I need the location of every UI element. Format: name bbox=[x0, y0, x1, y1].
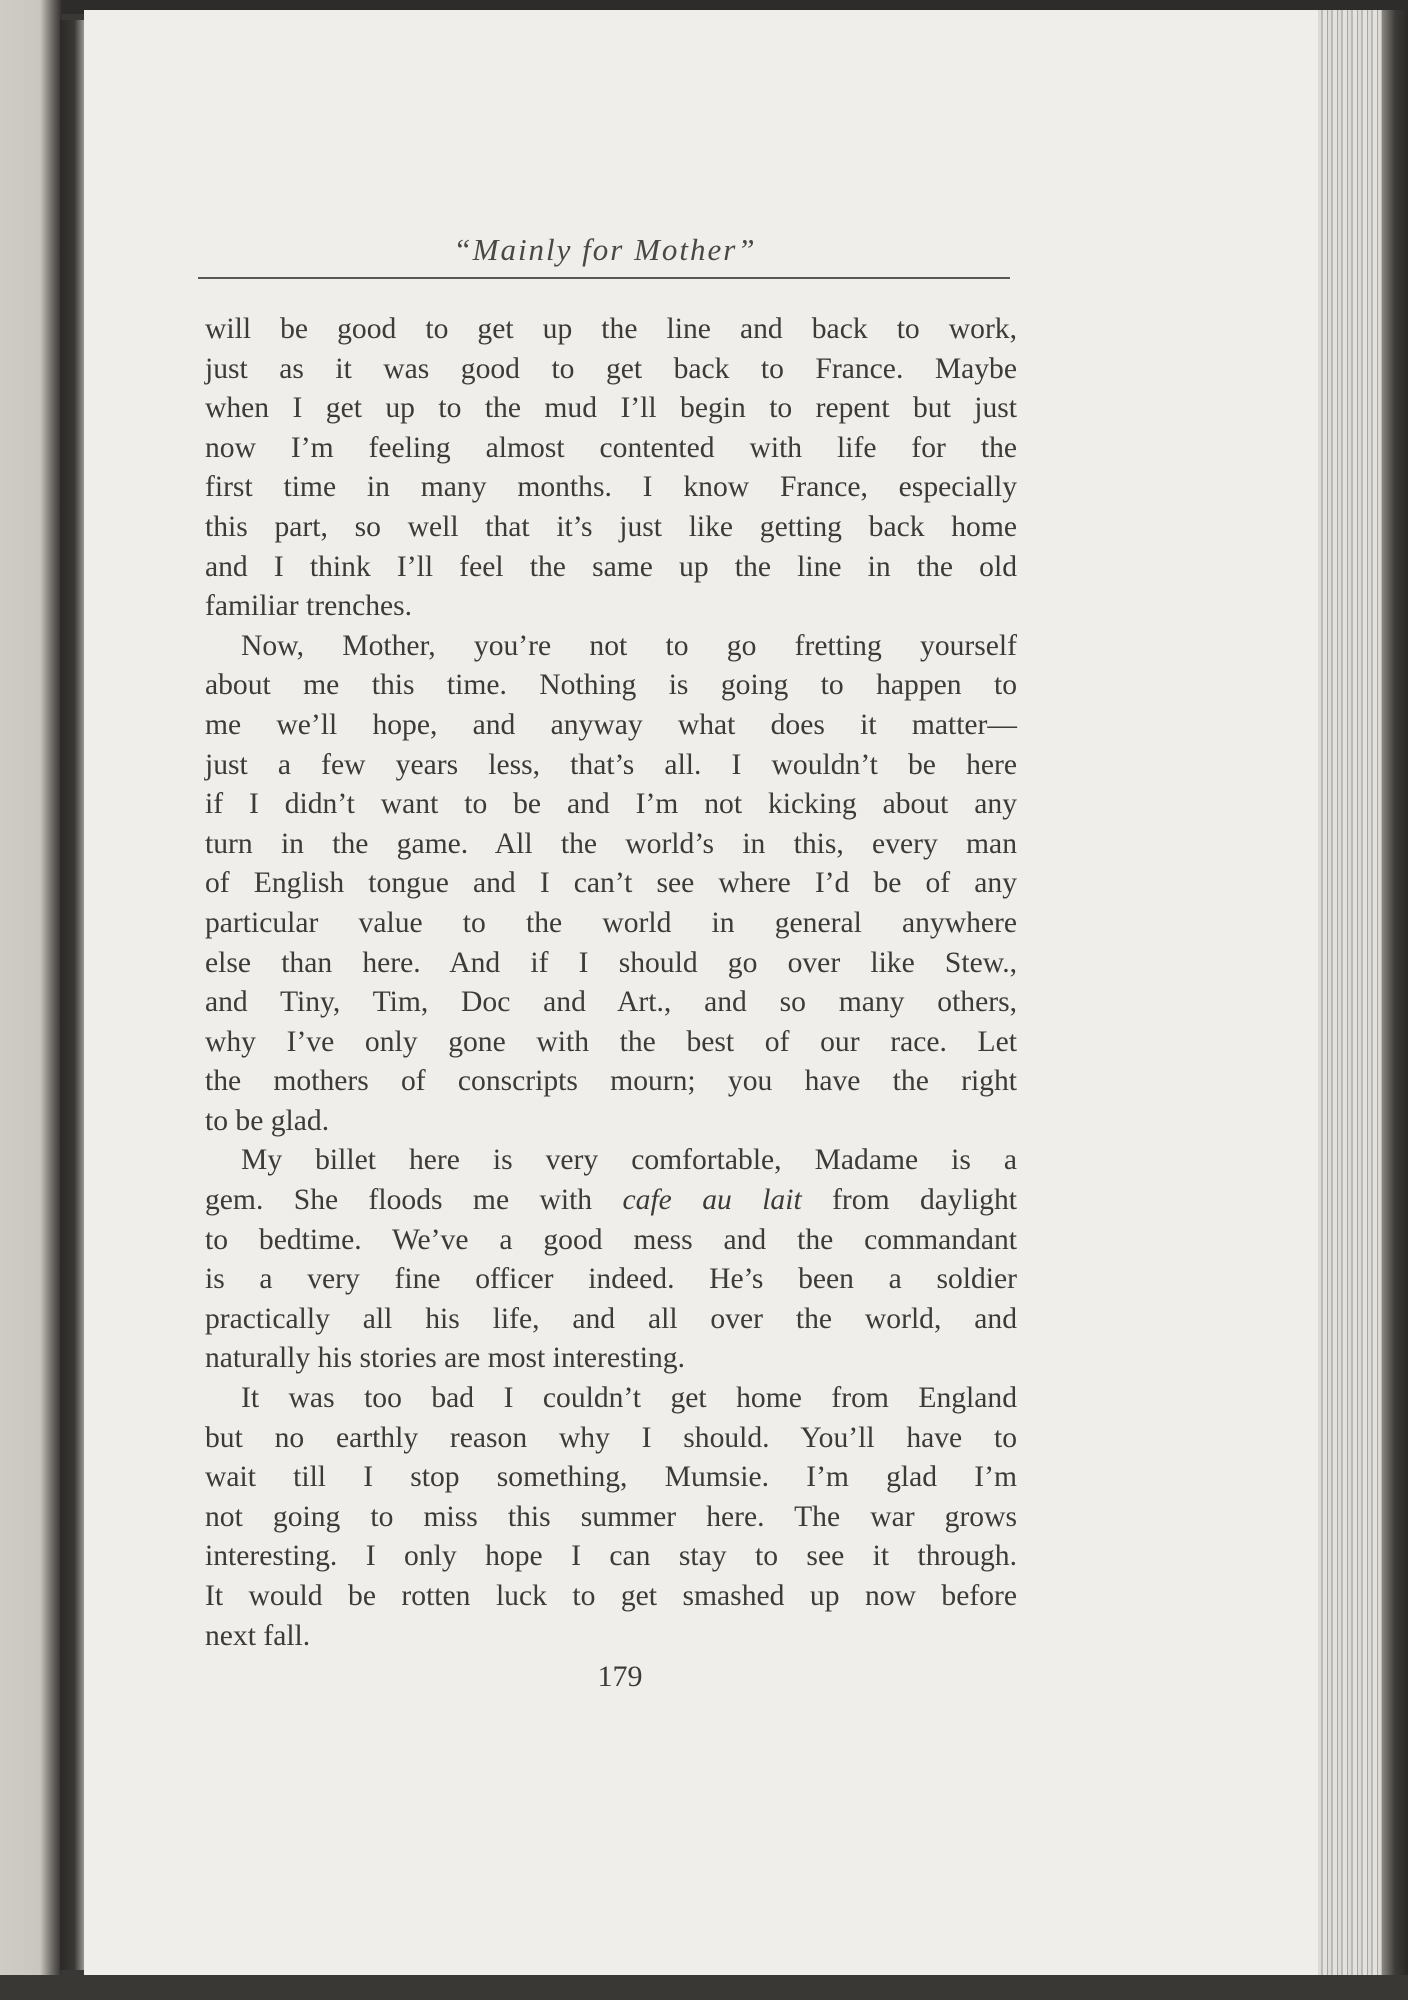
text-line: me we’ll hope, and anyway what does it matter— bbox=[205, 708, 1017, 741]
text-line: but no earthly reason why I should. You’ll have to bbox=[205, 1421, 1017, 1454]
running-head: “Mainly for Mother” bbox=[453, 232, 757, 267]
book-right-cover bbox=[1382, 10, 1408, 1985]
text-line: My billet here is very comfortable, Madame is a bbox=[241, 1144, 1017, 1177]
header-rule bbox=[198, 277, 1010, 279]
text-line: when I get up to the mud I’ll begin to repent but just bbox=[205, 392, 1017, 425]
paragraph bbox=[205, 1379, 1017, 1656]
text-line: just a few years less, that’s all. I wouldn’t be here bbox=[205, 748, 1017, 781]
text-line: not going to miss this summer here. The war grows bbox=[205, 1500, 1017, 1533]
text-line: this part, so well that it’s just like getting back home bbox=[205, 510, 1017, 543]
text-line: the mothers of conscripts mourn; you have the right bbox=[205, 1065, 1017, 1098]
body-text bbox=[205, 310, 1017, 1656]
text-line: next fall. bbox=[205, 1619, 311, 1652]
text-line: gem. She floods me with cafe au lait from daylight bbox=[205, 1184, 1017, 1217]
text-line: will be good to get up the line and back to work, bbox=[205, 313, 1017, 345]
text-line: particular value to the world in general anywhere bbox=[205, 906, 1017, 939]
book-left-cover bbox=[0, 0, 62, 2000]
text-line: just as it was good to get back to France. Maybe bbox=[205, 352, 1017, 385]
text-line: It was too bad I couldn’t get home from England bbox=[241, 1382, 1017, 1415]
text-line: Now, Mother, you’re not to go fretting yourself bbox=[241, 629, 1017, 662]
text-line: else than here. And if I should go over like Stew., bbox=[205, 946, 1017, 979]
paragraph bbox=[205, 310, 1017, 627]
text-line: first time in many months. I know France, especially bbox=[205, 471, 1017, 504]
page-number: 179 bbox=[597, 1660, 643, 1693]
scan-bottom-border bbox=[0, 1975, 1408, 2000]
text-line: familiar trenches. bbox=[205, 590, 413, 623]
text-line: is a very fine officer indeed. He’s been a soldier bbox=[205, 1263, 1017, 1296]
text-line: naturally his stories are most interesting. bbox=[205, 1342, 685, 1375]
book-gutter bbox=[60, 20, 84, 1970]
text-line: wait till I stop something, Mumsie. I’m glad I’m bbox=[205, 1461, 1017, 1494]
text-line: turn in the game. All the world’s in this, every man bbox=[205, 827, 1017, 860]
text-line: of English tongue and I can’t see where I’d be of any bbox=[205, 867, 1017, 900]
text-line: to be glad. bbox=[205, 1104, 330, 1137]
text-line: It would be rotten luck to get smashed up now before bbox=[205, 1580, 1017, 1612]
paragraph bbox=[205, 1141, 1017, 1379]
text-line: and Tiny, Tim, Doc and Art., and so many others, bbox=[205, 986, 1017, 1019]
text-line: why I’ve only gone with the best of our race. Let bbox=[205, 1025, 1017, 1058]
paragraph bbox=[205, 627, 1017, 1142]
text-line: now I’m feeling almost contented with life for the bbox=[205, 431, 1017, 464]
text-line: practically all his life, and all over the world, and bbox=[205, 1302, 1017, 1335]
text-line: to bedtime. We’ve a good mess and the commandant bbox=[205, 1223, 1017, 1256]
text-line: if I didn’t want to be and I’m not kicking about any bbox=[205, 788, 1017, 821]
text-line: interesting. I only hope I can stay to see it through. bbox=[205, 1540, 1017, 1573]
text-line: and I think I’ll feel the same up the line in the old bbox=[205, 550, 1017, 583]
text-line: about me this time. Nothing is going to happen to bbox=[205, 669, 1017, 702]
